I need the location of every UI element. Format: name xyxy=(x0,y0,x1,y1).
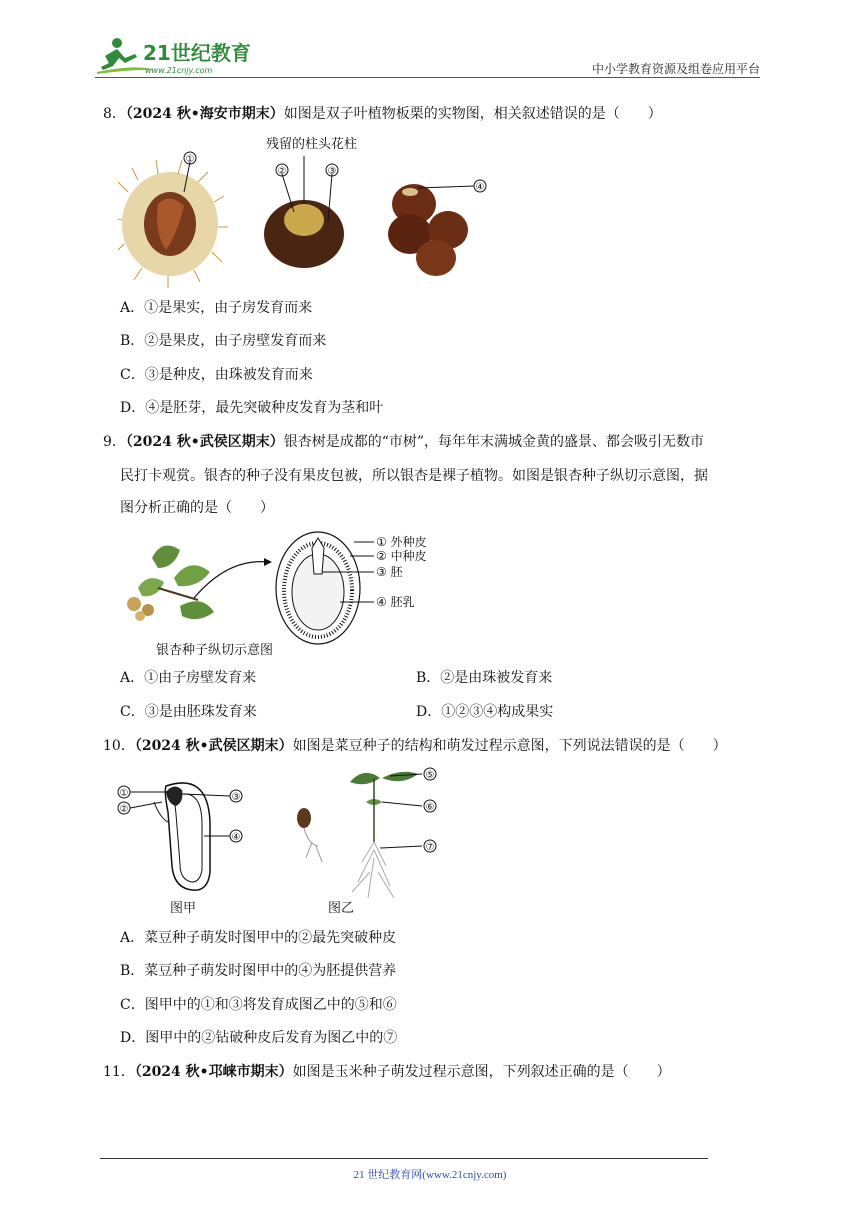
figure-label: ④ 胚乳 xyxy=(376,595,415,609)
figure-label: ① xyxy=(185,154,195,165)
header-divider xyxy=(95,77,760,78)
option-letter: D． xyxy=(120,400,146,416)
option-text: ③是种皮，由珠被发育而来 xyxy=(144,367,313,383)
option-text: 菜豆种子萌发时图甲中的④为胚提供营养 xyxy=(144,963,397,979)
question-number: 9． xyxy=(103,434,126,450)
option-letter: B． xyxy=(120,963,145,979)
question-source: （2024 秋•武侯区期末） xyxy=(134,738,293,754)
option-letter: D． xyxy=(120,1030,146,1046)
option-letter: C． xyxy=(120,367,145,383)
ginkgo-seed-section-diagram xyxy=(276,532,427,644)
logo-icon xyxy=(95,36,265,76)
option-c[interactable] xyxy=(120,995,397,1015)
option-text: ②是由珠被发育来 xyxy=(440,670,553,686)
footer-divider xyxy=(100,1158,708,1159)
figure-label: ① 外种皮 xyxy=(376,535,427,549)
question-text: 银杏树是成都的“市树”，每年年末满城金黄的盛景、都会吸引无数市 xyxy=(283,434,705,450)
figure-caption: 图甲 xyxy=(170,901,197,916)
question-source: （2024 秋•武侯区期末） xyxy=(125,434,284,450)
bean-germination-diagram xyxy=(297,768,436,916)
question-10-figure xyxy=(112,762,442,920)
figure-label: ⑥ xyxy=(425,802,435,813)
ginkgo-branch-image xyxy=(127,546,272,622)
option-text: ①②③④构成果实 xyxy=(441,704,554,720)
figure-label: ② xyxy=(119,804,129,815)
option-text: ②是果皮，由子房壁发育而来 xyxy=(144,333,327,349)
option-letter: B． xyxy=(416,670,441,686)
option-letter: C． xyxy=(120,704,145,720)
option-b[interactable] xyxy=(120,331,326,351)
figure-caption: 残留的柱头花柱 xyxy=(266,137,358,152)
figure-label: ③ xyxy=(231,792,241,803)
option-text: ③是由胚珠发育来 xyxy=(144,704,257,720)
logo-text: 21世纪教育 xyxy=(143,41,251,65)
figure-label: ② xyxy=(277,166,287,177)
figure-caption: 图乙 xyxy=(328,901,355,916)
option-text: ④是胚芽，最先突破种皮发育为茎和叶 xyxy=(145,400,384,416)
question-text: 如图是双子叶植物板栗的实物图，相关叙述错误的是（ ） xyxy=(283,106,662,122)
logo-url: www.21cnjy.com xyxy=(145,66,213,75)
option-letter: B． xyxy=(120,333,145,349)
option-letter: A． xyxy=(120,300,145,316)
option-c[interactable] xyxy=(120,702,257,722)
option-letter: C． xyxy=(120,997,145,1013)
option-b[interactable] xyxy=(416,668,552,688)
question-text: 如图是玉米种子萌发过程示意图，下列叙述正确的是（ ） xyxy=(292,1064,671,1080)
footer-link[interactable]: 21 世纪教育网(www.21cnjy.com) xyxy=(353,1169,507,1181)
option-text: 图甲中的②钻破种皮后发育为图乙中的⑦ xyxy=(145,1030,398,1046)
figure-label: ④ xyxy=(231,832,241,843)
option-text: ①是果实，由子房发育而来 xyxy=(144,300,313,316)
question-9-stem-line-2: 民打卡观赏。银杏的种子没有果皮包被，所以银杏是裸子植物。如图是银杏种子纵切示意图，据 xyxy=(120,468,708,484)
option-c[interactable] xyxy=(120,365,313,385)
figure-label: ⑤ xyxy=(425,770,435,781)
figure-label: ③ 胚 xyxy=(376,565,403,579)
option-letter: A． xyxy=(120,670,145,686)
option-a[interactable] xyxy=(120,928,396,948)
option-text: 菜豆种子萌发时图甲中的②最先突破种皮 xyxy=(144,930,397,946)
platform-name: 中小学教育资源及组卷应用平台 xyxy=(591,62,760,76)
question-9-stem-line-3: 图分析正确的是（ ） xyxy=(120,500,274,516)
question-number: 11． xyxy=(103,1064,135,1080)
option-d[interactable] xyxy=(120,1028,397,1048)
figure-label: ② 中种皮 xyxy=(376,549,427,563)
figure-label: ⑦ xyxy=(425,842,435,853)
option-a[interactable] xyxy=(120,298,312,318)
question-9-figure xyxy=(118,528,448,662)
option-letter: A． xyxy=(120,930,145,946)
figure-label: ① xyxy=(119,788,129,799)
question-text: 如图是菜豆种子的结构和萌发过程示意图，下列说法错误的是（ ） xyxy=(292,738,727,754)
figure-label: ③ xyxy=(327,166,337,177)
option-d[interactable] xyxy=(120,398,383,418)
option-text: ①由子房壁发育来 xyxy=(144,670,257,686)
question-11-stem xyxy=(103,1062,671,1082)
question-8-stem xyxy=(103,104,662,124)
option-letter: D． xyxy=(416,704,442,720)
question-8-figure xyxy=(118,132,498,290)
question-source: （2024 秋•海安市期末） xyxy=(125,106,284,122)
chestnut-nut-image xyxy=(264,136,357,268)
option-a[interactable] xyxy=(120,668,256,688)
chestnut-seeds-image xyxy=(388,180,486,276)
question-number: 8． xyxy=(103,106,126,122)
figure-caption: 银杏种子纵切示意图 xyxy=(156,643,274,658)
chestnut-bur-image xyxy=(118,152,228,288)
option-text: 图甲中的①和③将发育成图乙中的⑤和⑥ xyxy=(144,997,397,1013)
page-header xyxy=(95,30,760,78)
figure-label: ④ xyxy=(475,182,485,193)
option-d[interactable] xyxy=(416,702,553,722)
option-b[interactable] xyxy=(120,961,396,981)
bean-seed-structure-diagram xyxy=(118,783,242,916)
question-9-stem xyxy=(103,432,704,452)
question-number: 10． xyxy=(103,738,135,754)
question-source: （2024 秋•邛崃市期末） xyxy=(134,1064,293,1080)
question-10-stem xyxy=(103,736,727,756)
